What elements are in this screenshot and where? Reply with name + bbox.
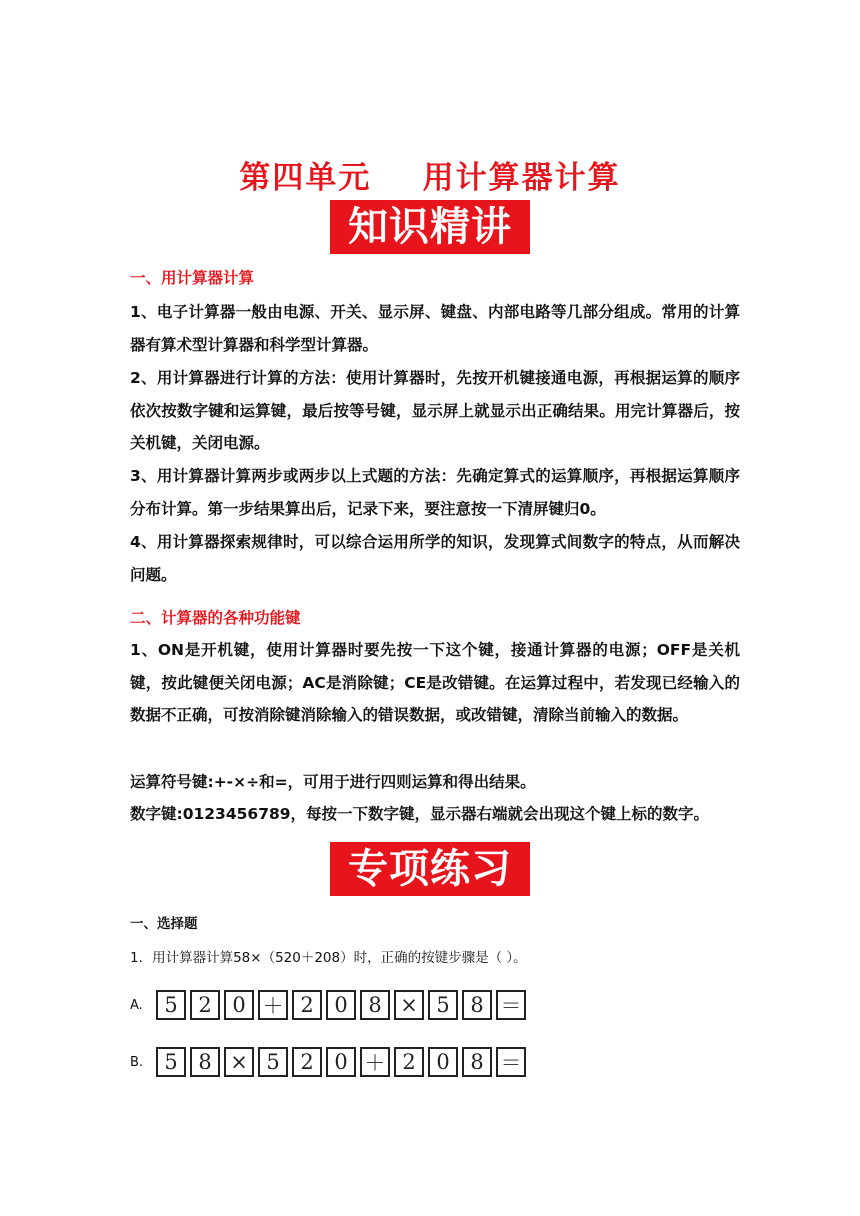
knowledge-banner: 知识精讲 xyxy=(330,200,530,254)
section2-paragraph-1: 1、ON是开机键，使用计算器时要先按一下这个键，接通计算器的电源；OFF是关机键，按此键便关闭电源；AC是消除键；CE是改错键。在运算过程中，若发现已经输入的数据不正确，可按消除键消除输入的错误数据，或改错键，清除当前输入的数据。 xyxy=(130,641,740,725)
section1-paragraph-2: 2、用计算器进行计算的方法：使用计算器时，先按开机键接通电源，再根据运算的顺序依次按数字键和运算键，最后按等号键，显示屏上就显示出正确结果。用完计算器后，按关机键，关闭电源。 xyxy=(130,369,740,453)
option-b-label: B. xyxy=(130,1054,144,1070)
option-a-label: A. xyxy=(130,997,143,1013)
question-1: 1．用计算器计算58×（520＋208）时，正确的按键步骤是（ ）。 xyxy=(130,950,527,966)
option-a-key: × xyxy=(394,990,424,1020)
section1-paragraph-4: 4、用计算器探索规律时，可以综合运用所学的知识，发现算式间数字的特点，从而解决问题。 xyxy=(130,533,740,584)
option-b-key: 8 xyxy=(190,1047,220,1077)
option-a-key: 8 xyxy=(360,990,390,1020)
section1-heading: 一、用计算器计算 xyxy=(130,269,255,287)
section2-paragraph-2: 运算符号键:+-×÷和=，可用于进行四则运算和得出结果。 xyxy=(130,773,536,791)
option-a-key: ＝ xyxy=(496,990,526,1020)
option-b-key: × xyxy=(224,1047,254,1077)
option-b-key: ＝ xyxy=(496,1047,526,1077)
option-b-key: 5 xyxy=(156,1047,186,1077)
section1-paragraph-1: 1、电子计算器一般由电源、开关、显示屏、键盘、内部电路等几部分组成。常用的计算器有算术型计算器和科学型计算器。 xyxy=(130,303,740,354)
option-a-key: 0 xyxy=(224,990,254,1020)
practice-banner: 专项练习 xyxy=(330,842,530,896)
option-a xyxy=(130,987,526,1023)
option-a-key: 2 xyxy=(292,990,322,1020)
section2-paragraph-3: 数字键:0123456789，每按一下数字键，显示器右端就会出现这个键上标的数字。 xyxy=(130,805,710,823)
option-a-key: 5 xyxy=(156,990,186,1020)
unit-title: 第四单元 用计算器计算 xyxy=(239,160,621,196)
option-a-key: 8 xyxy=(462,990,492,1020)
option-b-key: ＋ xyxy=(360,1047,390,1077)
exercise-heading: 一、选择题 xyxy=(130,916,198,932)
option-a-key: 2 xyxy=(190,990,220,1020)
option-a-key: ＋ xyxy=(258,990,288,1020)
option-b-key: 2 xyxy=(394,1047,424,1077)
option-a-key: 5 xyxy=(428,990,458,1020)
option-b xyxy=(130,1044,526,1080)
option-a-key: 0 xyxy=(326,990,356,1020)
option-b-key: 0 xyxy=(326,1047,356,1077)
option-b-key: 0 xyxy=(428,1047,458,1077)
option-a-key-sequence xyxy=(156,990,526,1020)
section2-heading: 二、计算器的各种功能键 xyxy=(130,609,301,627)
section1-paragraph-3: 3、用计算器计算两步或两步以上式题的方法：先确定算式的运算顺序，再根据运算顺序分布计算。第一步结果算出后，记录下来，要注意按一下清屏键归0。 xyxy=(130,467,740,518)
option-b-key: 8 xyxy=(462,1047,492,1077)
option-b-key: 2 xyxy=(292,1047,322,1077)
option-b-key: 5 xyxy=(258,1047,288,1077)
option-b-key-sequence xyxy=(156,1047,526,1077)
